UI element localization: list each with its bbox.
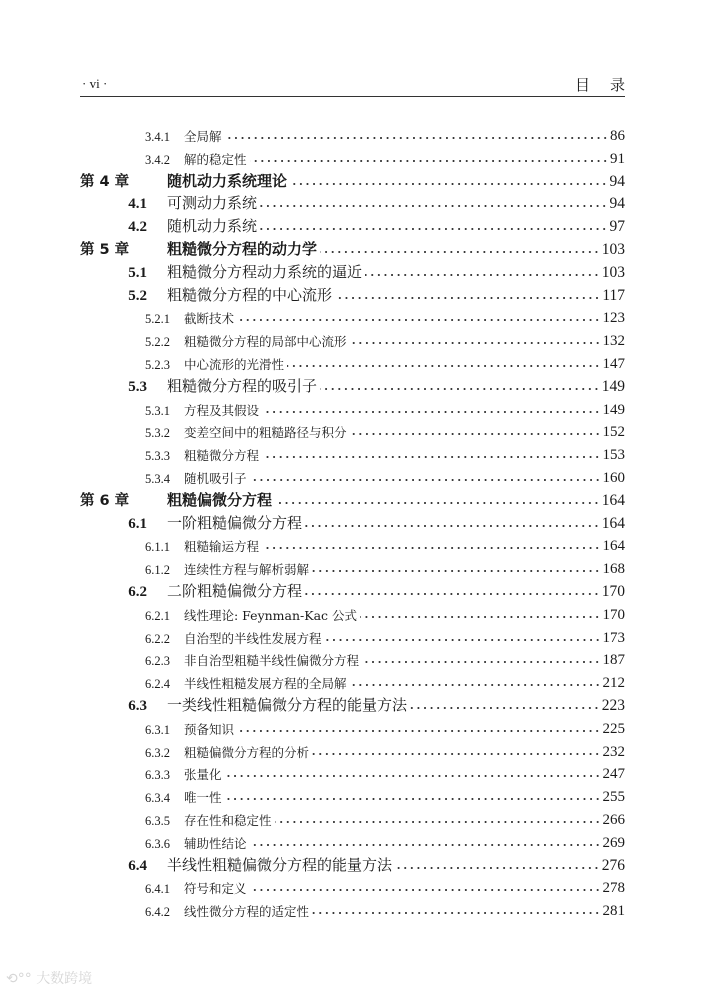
- toc-entry-subsection[interactable]: [80, 807, 625, 829]
- entry-page: 164: [601, 491, 625, 509]
- entry-title: 线性微分方程的适定性: [184, 904, 310, 920]
- entry-title: 变差空间中的粗糙路径与积分: [184, 425, 347, 441]
- entry-page: 149: [601, 377, 625, 395]
- dot-leader: [360, 615, 600, 619]
- entry-number: 第 5 章: [80, 242, 130, 258]
- entry-title: 辅助性结论: [184, 835, 247, 851]
- toc-entry-subsection[interactable]: [80, 670, 625, 692]
- entry-number: 3.4.2: [145, 152, 170, 167]
- entry-page: 269: [602, 834, 625, 851]
- dot-leader: [275, 820, 601, 824]
- entry-page: 149: [602, 401, 625, 418]
- toc-entry-subsection[interactable]: [80, 556, 625, 578]
- entry-number: 6.3.1: [145, 722, 170, 737]
- entry-title: 半线性粗糙发展方程的全局解: [184, 676, 347, 692]
- toc-entry-section[interactable]: [80, 693, 625, 715]
- entry-number: 4.2: [128, 219, 147, 236]
- entry-title: 预备知识: [184, 721, 235, 737]
- entry-number: 第 4 章: [80, 173, 130, 190]
- entry-page: 170: [602, 606, 625, 623]
- entry-page: 223: [601, 697, 625, 714]
- dot-leader: [287, 364, 600, 368]
- entry-number: 5.2.2: [145, 335, 170, 350]
- entry-page: 247: [602, 766, 625, 783]
- entry-page: 160: [602, 470, 625, 486]
- entry-number: 6.2.2: [145, 631, 170, 646]
- dot-leader: [305, 592, 600, 596]
- toc-entry-section[interactable]: [80, 283, 625, 305]
- dot-leader: [290, 182, 607, 186]
- toc-entry-section[interactable]: [80, 214, 625, 236]
- dot-leader: [262, 410, 600, 414]
- dot-leader: [312, 911, 600, 915]
- entry-title: 线性理论: Feynman-Kac 公式: [184, 607, 358, 623]
- entry-number: 6.3.3: [145, 768, 170, 783]
- entry-page: 147: [602, 356, 625, 372]
- toc-entry-subsection[interactable]: [80, 442, 625, 464]
- entry-title: 张量化: [184, 767, 222, 783]
- entry-title: 方程及其假设: [184, 402, 260, 418]
- entry-page: 103: [601, 241, 625, 258]
- entry-title: 唯一性: [184, 790, 222, 806]
- entry-page: 173: [602, 629, 625, 646]
- entry-page: 187: [602, 652, 625, 669]
- dot-leader: [225, 774, 601, 778]
- dot-leader: [250, 478, 601, 482]
- entry-number: 6.4.1: [145, 882, 170, 897]
- dot-leader: [395, 866, 600, 870]
- entry-number: 6.2: [128, 584, 147, 600]
- toc-entry-subsection[interactable]: [80, 465, 625, 487]
- toc-entry-section[interactable]: [80, 579, 625, 601]
- dot-leader: [225, 797, 601, 801]
- entry-number: 5.3: [128, 378, 147, 395]
- entry-title: 随机动力系统理论: [167, 171, 288, 190]
- entry-title: 非自治型粗糙半线性偏微分方程: [184, 653, 360, 669]
- dot-leader: [225, 136, 608, 140]
- toc-entry-chapter[interactable]: [80, 237, 625, 259]
- toc-entry-subsection[interactable]: [80, 784, 625, 806]
- section-title: 目录: [574, 76, 645, 94]
- entry-page: 281: [602, 903, 625, 920]
- entry-page: 276: [601, 856, 625, 874]
- page-number: · vi ·: [82, 76, 108, 91]
- entry-number: 6.3: [128, 698, 147, 714]
- entry-title: 粗糙微分方程动力系统的逼近: [167, 262, 363, 281]
- entry-title: 二阶粗糙偏微分方程: [167, 582, 303, 600]
- entry-title: 随机动力系统: [167, 217, 258, 236]
- toc-entry-section[interactable]: [80, 374, 625, 396]
- dot-leader: [260, 204, 607, 208]
- entry-page: 91: [610, 150, 625, 167]
- toc-entry-subsection[interactable]: [80, 761, 625, 783]
- entry-title: 粗糙微分方程的动力学: [167, 240, 318, 258]
- entry-title: 一阶粗糙偏微分方程: [167, 513, 303, 532]
- entry-number: 6.3.5: [145, 814, 170, 828]
- entry-number: 6.1: [128, 515, 147, 532]
- toc-entry-subsection[interactable]: [80, 602, 625, 624]
- entry-number: 6.2.3: [145, 654, 170, 669]
- entry-page: 94: [609, 195, 625, 213]
- entry-title: 截断技术: [184, 311, 235, 327]
- toc-entry-section[interactable]: [80, 260, 625, 282]
- entry-title: 解的稳定性: [184, 151, 247, 167]
- entry-number: 5.3.3: [145, 449, 170, 464]
- dot-leader: [410, 706, 600, 710]
- entry-number: 4.1: [128, 196, 147, 213]
- toc-entry-subsection[interactable]: [80, 397, 625, 419]
- entry-page: 86: [610, 128, 625, 144]
- entry-page: 212: [602, 675, 625, 692]
- entry-number: 6.4: [128, 857, 147, 874]
- entry-title: 粗糙偏微分方程: [167, 490, 273, 509]
- toc-entry-section[interactable]: [80, 511, 625, 533]
- entry-number: 5.2.3: [145, 358, 170, 372]
- dot-leader: [365, 273, 600, 277]
- entry-title: 符号和定义: [184, 881, 247, 897]
- entry-title: 随机吸引子: [184, 471, 247, 486]
- entry-number: 5.3.1: [145, 403, 170, 418]
- dot-leader: [262, 455, 600, 459]
- entry-page: 232: [602, 743, 625, 760]
- dot-leader: [350, 341, 601, 345]
- entry-page: 152: [602, 424, 625, 441]
- entry-title: 粗糙偏微分方程的分析: [184, 744, 310, 760]
- entry-page: 266: [602, 812, 625, 828]
- entry-page: 117: [602, 286, 625, 304]
- entry-number: 6.2.1: [145, 608, 170, 623]
- entry-title: 粗糙微分方程的吸引子: [167, 376, 318, 395]
- toc-entry-section[interactable]: [80, 853, 625, 875]
- entry-page: 103: [601, 263, 625, 281]
- entry-title: 中心流形的光滑性: [184, 357, 285, 372]
- toc-entry-subsection[interactable]: [80, 647, 625, 669]
- entry-page: 164: [601, 514, 625, 532]
- dot-leader: [325, 638, 601, 642]
- dot-leader: [335, 296, 600, 300]
- dot-leader: [250, 888, 601, 892]
- entry-number: 6.4.2: [145, 905, 170, 920]
- entry-page: 225: [602, 720, 625, 737]
- dot-leader: [350, 683, 601, 687]
- dot-leader: [320, 250, 600, 254]
- toc-entry-chapter[interactable]: [80, 169, 625, 191]
- entry-title: 连续性方程与解析弱解: [184, 562, 310, 578]
- entry-page: 164: [602, 538, 625, 555]
- dot-leader: [362, 660, 600, 664]
- toc-entry-subsection[interactable]: [80, 328, 625, 350]
- dot-leader: [237, 729, 600, 733]
- entry-number: 5.3.2: [145, 426, 170, 441]
- toc-entry-subsection[interactable]: [80, 351, 625, 373]
- entry-page: 170: [601, 583, 625, 600]
- entry-page: 123: [602, 310, 625, 327]
- toc-entry-subsection[interactable]: [80, 533, 625, 555]
- toc-entry-subsection[interactable]: [80, 898, 625, 920]
- entry-title: 一类线性粗糙偏微分方程的能量方法: [167, 696, 408, 714]
- toc-entry-chapter[interactable]: [80, 488, 625, 510]
- entry-page: 132: [602, 333, 625, 350]
- entry-number: 6.1.1: [145, 540, 170, 555]
- entry-number: 5.1: [128, 264, 147, 281]
- entry-number: 第 6 章: [80, 492, 130, 509]
- entry-number: 5.3.4: [145, 472, 170, 486]
- toc-entry-subsection[interactable]: [80, 739, 625, 761]
- watermark-logo-icon: ⟲°°: [6, 971, 32, 987]
- entry-number: 5.2: [128, 287, 147, 304]
- entry-number: 6.1.2: [145, 563, 170, 578]
- toc-entry-subsection[interactable]: [80, 123, 625, 145]
- dot-leader: [275, 501, 600, 505]
- entry-page: 168: [602, 561, 625, 578]
- entry-title: 全局解: [184, 129, 222, 144]
- dot-leader: [350, 432, 601, 436]
- entry-title: 粗糙微分方程: [184, 448, 260, 464]
- running-header: [80, 72, 645, 97]
- watermark: [6, 968, 92, 988]
- toc-entry-subsection[interactable]: [80, 146, 625, 168]
- entry-number: 3.4.1: [145, 130, 170, 144]
- entry-number: 6.3.6: [145, 836, 170, 851]
- toc-entry-subsection[interactable]: [80, 419, 625, 441]
- entry-number: 6.2.4: [145, 677, 170, 692]
- entry-page: 278: [602, 880, 625, 897]
- entry-title: 可测动力系统: [167, 194, 258, 213]
- dot-leader: [305, 524, 600, 528]
- entry-page: 94: [609, 172, 625, 190]
- toc-entry-subsection[interactable]: [80, 875, 625, 897]
- dot-leader: [312, 752, 600, 756]
- entry-page: 97: [609, 218, 625, 236]
- dot-leader: [320, 387, 600, 391]
- dot-leader: [250, 843, 601, 847]
- entry-number: 5.2.1: [145, 312, 170, 327]
- entry-title: 粗糙微分方程的局部中心流形: [184, 334, 347, 350]
- entry-number: 6.3.2: [145, 745, 170, 760]
- entry-title: 半线性粗糙偏微分方程的能量方法: [167, 855, 393, 874]
- dot-leader: [260, 227, 607, 231]
- dot-leader: [250, 159, 608, 163]
- watermark-text: 大数跨境: [36, 971, 93, 987]
- toc-entry-subsection[interactable]: [80, 716, 625, 738]
- entry-page: 255: [602, 789, 625, 806]
- dot-leader: [262, 546, 600, 550]
- toc-entry-subsection[interactable]: [80, 830, 625, 852]
- toc-entry-section[interactable]: [80, 191, 625, 213]
- dot-leader: [312, 569, 600, 573]
- entry-title: 自治型的半线性发展方程: [184, 630, 322, 646]
- entry-page: 153: [602, 447, 625, 464]
- entry-title: 粗糙输运方程: [184, 539, 260, 555]
- toc-entry-subsection[interactable]: [80, 305, 625, 327]
- entry-number: 6.3.4: [145, 791, 170, 806]
- entry-title: 粗糙微分方程的中心流形: [167, 285, 333, 304]
- toc-entry-subsection[interactable]: [80, 625, 625, 647]
- entry-title: 存在性和稳定性: [184, 813, 272, 828]
- dot-leader: [237, 318, 600, 322]
